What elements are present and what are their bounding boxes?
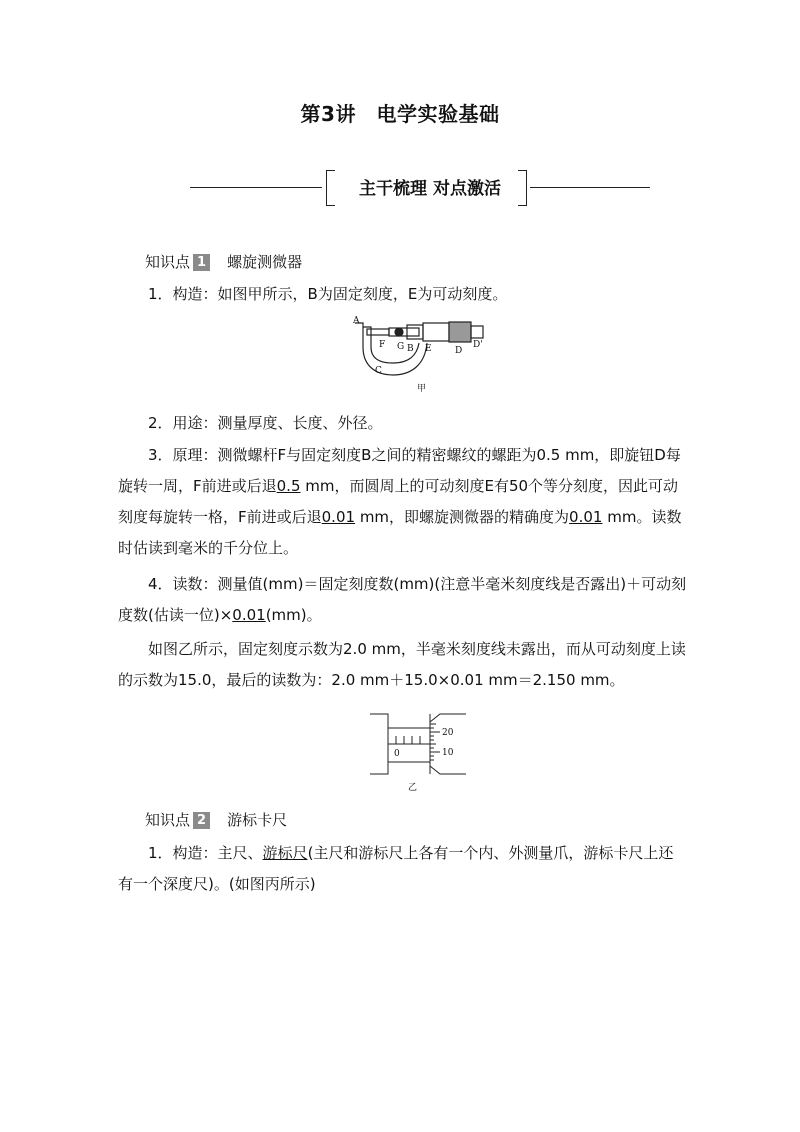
vernier-blank-1: 游标尺 (262, 844, 308, 862)
paragraph-example: 如图乙所示，固定刻度示数为2.0 mm，半毫米刻度线未露出，而从可动刻度上读的示数为15.0，最后的读数为：2.0 mm＋15.0×0.01 mm＝2.150 mm。 (118, 640, 686, 689)
label-f: F (379, 340, 386, 350)
main-scale-label-0: 0 (394, 749, 400, 759)
principle-text-4: mm。读数时估读到毫米的千分位上。 (118, 508, 682, 557)
thimble (423, 323, 449, 341)
paragraph-construction: 1．构造：如图甲所示，B为固定刻度，E为可动刻度。 (148, 285, 508, 303)
label-b: B (407, 344, 414, 354)
ratchet-end (471, 326, 483, 338)
label-e: E (425, 344, 432, 354)
paragraph-vernier-construction (118, 838, 688, 900)
sleeve (407, 325, 423, 339)
kp-label: 知识点 (145, 811, 191, 829)
label-d: D (455, 346, 463, 356)
paragraph-reading (118, 569, 688, 631)
principle-text-1: 3．原理：测微螺杆F与固定刻度B之间的精密螺纹的螺距为0.5 mm，即旋钮D每旋转一周，F前进或后退 (118, 446, 681, 495)
reading-blank-1: 0.01 (232, 606, 266, 624)
knowledge-point-1 (145, 251, 302, 272)
banner-left-bracket (326, 170, 335, 206)
ratchet-knob (449, 322, 471, 342)
label-g: G (397, 342, 405, 352)
paragraph-principle (118, 440, 688, 564)
spindle (389, 328, 419, 336)
banner-right-rule (530, 187, 650, 188)
banner-text: 主干梳理 对点激活 (359, 179, 501, 199)
reading-text-2: (mm)。 (265, 606, 322, 624)
kp-title: 螺旋测微器 (227, 253, 303, 271)
micrometer-reading-figure (368, 710, 468, 794)
knowledge-point-2 (145, 809, 287, 830)
thimble-ticks (430, 724, 440, 760)
micrometer-figure (345, 315, 495, 395)
principle-blank-2: 0.01 (321, 508, 356, 526)
kp-label: 知识点 (145, 253, 191, 271)
frame-outer-arc (355, 323, 427, 375)
section-banner (190, 170, 650, 206)
banner-left-rule (190, 187, 322, 188)
kp-title: 游标卡尺 (227, 811, 288, 829)
main-scale-ticks (396, 736, 420, 744)
figure-caption-jia: 甲 (417, 384, 427, 394)
thimble-label-20: 20 (442, 728, 454, 738)
thimble-bottom (430, 766, 466, 774)
anvil (367, 329, 389, 335)
vernier-text-2: (主尺和游标尺上各有一个内、外测量爪，游标卡尺上还有一个深度尺)。(如图丙所示) (118, 844, 674, 893)
principle-text-3: mm，即螺旋测微器的精确度为 (355, 508, 570, 526)
reading-text-1: 4．读数：测量值(mm)＝固定刻度数(mm)(注意半毫米刻度线是否露出)＋可动刻度数(估读一位)× (118, 575, 687, 624)
lock-nut (395, 328, 403, 336)
kp-number-badge: 1 (193, 254, 210, 271)
paragraph-usage: 2．用途：测量厚度、长度、外径。 (148, 414, 383, 432)
kp-number-badge: 2 (193, 812, 210, 829)
sleeve-outline (370, 714, 388, 774)
label-c: C (375, 366, 382, 376)
thimble-top (430, 714, 466, 722)
thimble-label-10: 10 (442, 748, 454, 758)
banner-right-bracket (518, 170, 527, 206)
principle-blank-1: 0.5 (276, 477, 301, 495)
page-title: 第3讲 电学实验基础 (300, 102, 500, 126)
principle-text-2: mm，而圆周上的可动刻度E有50个等分刻度，因此可动刻度每旋转一格，F前进或后退 (118, 477, 679, 526)
label-d-prime: D' (473, 340, 483, 350)
principle-blank-3: 0.01 (569, 508, 603, 526)
vernier-text-1: 1．构造：主尺、 (148, 844, 263, 862)
label-a: A (353, 316, 360, 326)
figure-caption-yi: 乙 (408, 783, 418, 793)
